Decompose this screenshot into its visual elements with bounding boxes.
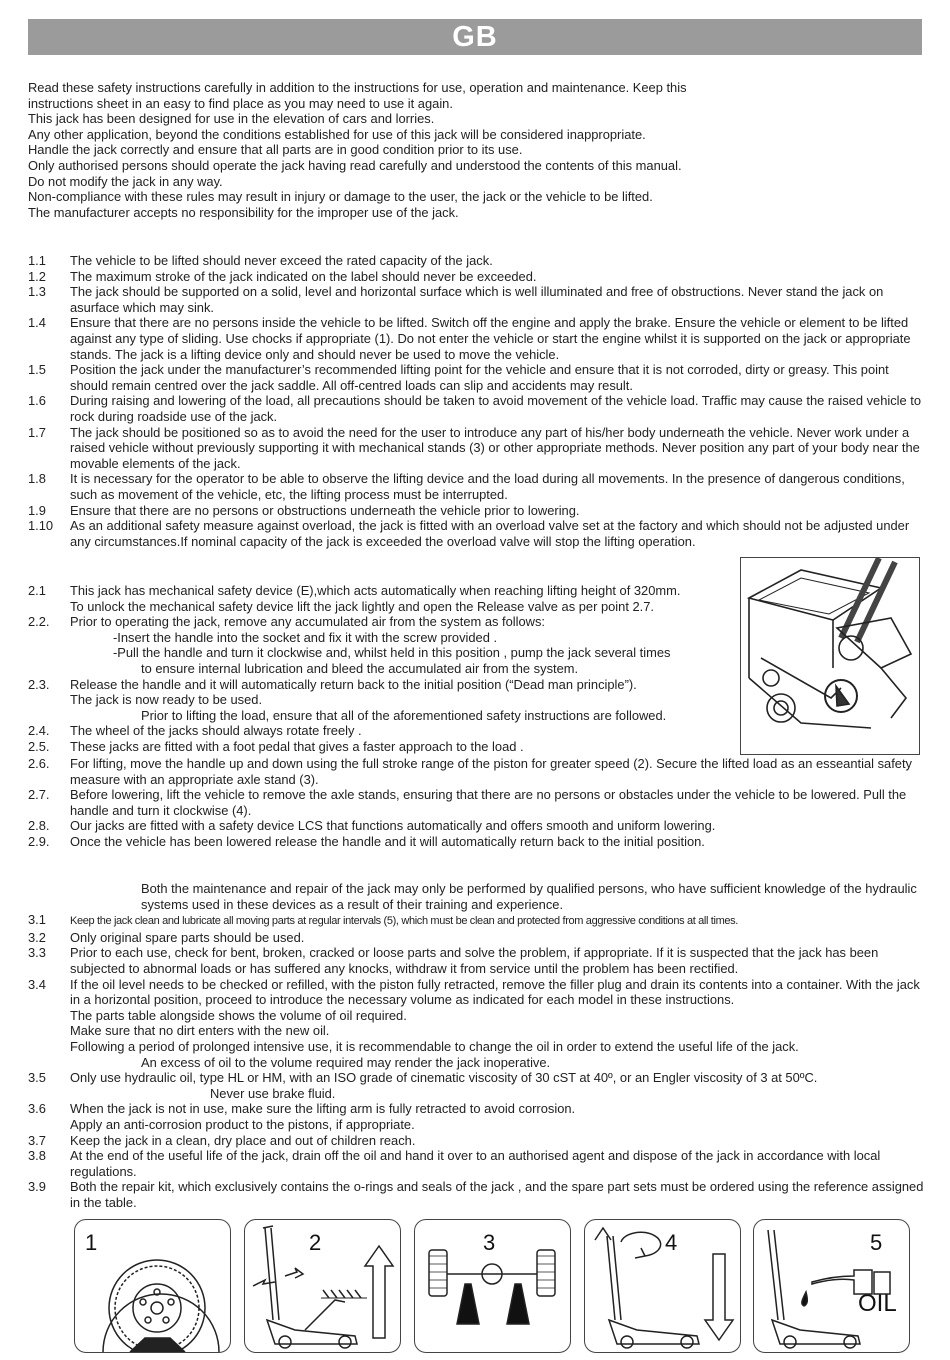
item-number: 1.6 xyxy=(28,393,46,409)
item-number: 2.8. xyxy=(28,818,50,834)
section-maintenance xyxy=(28,881,928,1210)
item-number: 2.5. xyxy=(28,738,50,754)
item-text: Release the handle and it will automatically return back to the initial position (“Dead man principle”). xyxy=(70,676,637,692)
sub-step: to ensure internal lubrication and bleed the accumulated air from the system. xyxy=(141,660,579,676)
item-text: Ensure that there are no persons inside the vehicle to be lifted. Switch off the engine and apply the brake. Ensure the vehicle or element to be lifted against any type of sliding. Use chocks if appropriate (1). Do not enter the vehicle or start the engine whilst it is supported on the jack or appropriate stands. The jack is a lifting device only and should never be used to move the vehicle. xyxy=(70,315,911,362)
section-safety-rules xyxy=(28,253,928,549)
item-number: 3.5 xyxy=(28,1070,46,1086)
item-number: 3.2 xyxy=(28,929,46,945)
list-item xyxy=(28,723,738,739)
list-item xyxy=(28,834,928,850)
item-text: Position the jack under the manufacturer’s recommended lifting point for the vehicle and ensure that it is not corroded, dirty or greasy. This point should remain centred over the jack saddle. All off-centred loads can slip and accidents may result. xyxy=(70,362,889,393)
item-number: 3.3 xyxy=(28,945,46,961)
sub-step: -Insert the handle into the socket and fix it with the screw provided . xyxy=(113,629,498,645)
section-intro: Both the maintenance and repair of the jack may only be performed by qualified persons, who have sufficient knowledge of the hydraulic systems used in these devices as a result of their training and experience. xyxy=(141,881,917,912)
item-text: At the end of the useful life of the jack, drain off the oil and hand it over to an authorised agent and dispose of the jack in accordance with local regulations. xyxy=(70,1148,881,1179)
item-number: 3.6 xyxy=(28,1101,46,1117)
list-item xyxy=(28,677,738,693)
item-text: As an additional safety measure against overload, the jack is fitted with an overload valve set at the factory and which should not be adjusted under any circumstances.If nominal capacity of the jack is exceeded the overload valve will stop the lifting operation. xyxy=(70,518,910,549)
list-item xyxy=(28,1070,928,1086)
item-number: 2.1 xyxy=(28,583,46,598)
figure-number: 5 xyxy=(870,1230,883,1255)
item-number: 2.9. xyxy=(28,833,50,849)
item-text: The parts table alongside shows the volume of oil required. xyxy=(70,1007,407,1023)
intro-line: The manufacturer accepts no responsibility for the improper use of the jack. xyxy=(28,204,459,220)
figure-number: 4 xyxy=(665,1230,678,1255)
item-number: 2.4. xyxy=(28,723,50,739)
item-text: It is necessary for the operator to be able to observe the lifting device and the load during all movements. In the presence of dangerous conditions, such as movement of the vehicle, etc, the lifting process must be interrupted. xyxy=(70,471,905,502)
item-text: Apply an anti-corrosion product to the pistons, if appropriate. xyxy=(70,1116,415,1132)
item-text: Our jacks are fitted with a safety device LCS that functions automatically and offers smooth and uniform lowering. xyxy=(70,818,716,834)
section-operation xyxy=(28,583,738,755)
item-text: If the oil level needs to be checked or refilled, with the piston fully retracted, remove the filler plug and drain its contents into a container. With the jack in a horizontal position, proceed to introduce the necessary volume as indicated for each model in these instructions. xyxy=(70,976,920,1008)
item-text: Both the repair kit, which exclusively contains the o-rings and seals of the jack , and the spare part sets must be ordered using the reference assigned in the table. xyxy=(70,1179,924,1210)
figure-1-wheel-chock xyxy=(74,1219,231,1353)
list-item xyxy=(28,787,928,818)
figure-5-oil-lubrication xyxy=(753,1219,910,1353)
item-text: Once the vehicle has been lowered release the handle and it will automatically return back to the initial position. xyxy=(70,833,705,849)
intro-paragraph xyxy=(28,80,928,220)
intro-line: Any other application, beyond the conditions established for use of this jack will be considered inappropriate. xyxy=(28,126,646,142)
item-text: The jack should be supported on a solid, level and horizontal surface which is well illuminated and free of obstructions. Never stand the jack on asurface which may sink. xyxy=(70,284,884,315)
list-item xyxy=(28,912,928,930)
item-number: 2.7. xyxy=(28,787,50,803)
item-number: 1.4 xyxy=(28,315,46,331)
item-text: During raising and lowering of the load, all precautions should be taken to avoid movement of the vehicle load. Traffic may cause the raised vehicle to rock during roadside use of the jack. xyxy=(70,393,922,424)
item-number: 1.2 xyxy=(28,268,46,284)
item-text: Only original spare parts should be used. xyxy=(70,929,305,945)
list-item xyxy=(28,739,738,755)
item-text: Ensure that there are no persons or obstructions underneath the vehicle prior to lowering. xyxy=(70,502,580,518)
item-number: 2.3. xyxy=(28,676,50,692)
item-text: The vehicle to be lifted should never exceed the rated capacity of the jack. xyxy=(70,253,493,268)
list-item xyxy=(28,471,928,502)
item-text: This jack has mechanical safety device (E),which acts automatically when reaching lifting height of 320mm. xyxy=(70,583,681,598)
figure-number: 2 xyxy=(309,1230,322,1255)
sub-step: -Pull the handle and turn it clockwise and, whilst held in this position , pump the jack several times xyxy=(113,645,671,661)
item-text: The maximum stroke of the jack indicated on the label should never be exceeded. xyxy=(70,268,537,284)
figure-3-axle-stands xyxy=(414,1219,571,1353)
list-item xyxy=(28,393,928,424)
figure-number: 1 xyxy=(85,1230,98,1255)
list-item xyxy=(28,284,928,315)
item-text: Never use brake fluid. xyxy=(210,1085,336,1101)
list-item xyxy=(28,1101,928,1117)
list-item xyxy=(28,518,928,549)
item-number: 1.1 xyxy=(28,253,46,268)
figure-number: 3 xyxy=(483,1230,496,1255)
item-text: When the jack is not in use, make sure the lifting arm is fully retracted to avoid corrosion. xyxy=(70,1101,576,1117)
oil-label: OIL xyxy=(858,1290,897,1317)
intro-line: Read these safety instructions carefully in addition to the instructions for use, operation and maintenance. Keep this xyxy=(28,80,687,95)
list-item xyxy=(28,1179,928,1210)
item-text: Keep the jack in a clean, dry place and out of children reach. xyxy=(70,1132,416,1148)
list-item xyxy=(28,614,738,630)
item-text: An excess of oil to the volume required may render the jack inoperative. xyxy=(141,1054,551,1070)
list-item xyxy=(28,1148,928,1179)
item-number: 3.8 xyxy=(28,1148,46,1164)
item-number: 3.7 xyxy=(28,1132,46,1148)
list-item xyxy=(28,253,928,269)
jack-safety-device-illustration xyxy=(740,557,920,755)
item-text: To unlock the mechanical safety device lift the jack lightly and open the Release valve as per point 2.7. xyxy=(70,598,654,614)
figure-4-lowering xyxy=(584,1219,741,1353)
list-item xyxy=(28,362,928,393)
list-item xyxy=(28,756,928,787)
item-text: Prior to lifting the load, ensure that all of the aforementioned safety instructions are followed. xyxy=(141,707,667,723)
intro-line: instructions sheet in an easy to find place as you may need to use it again. xyxy=(28,95,453,111)
item-number: 1.8 xyxy=(28,471,46,487)
item-number: 1.9 xyxy=(28,502,46,518)
item-text: Prior to operating the jack, remove any accumulated air from the system as follows: xyxy=(70,614,546,630)
list-item xyxy=(28,977,928,1008)
list-item xyxy=(28,1133,928,1149)
item-text: These jacks are fitted with a foot pedal that gives a faster approach to the load . xyxy=(70,738,524,754)
list-item xyxy=(28,425,928,472)
section-operation-continued xyxy=(28,756,928,850)
list-item xyxy=(28,583,738,599)
list-item xyxy=(28,945,928,976)
item-number: 3.1 xyxy=(28,912,46,928)
item-text: The wheel of the jacks should always rotate freely . xyxy=(70,723,362,739)
item-number: 1.3 xyxy=(28,284,46,300)
item-number: 3.9 xyxy=(28,1179,46,1195)
language-banner xyxy=(28,19,922,55)
item-number: 2.2. xyxy=(28,614,50,630)
intro-line: Do not modify the jack in any way. xyxy=(28,173,223,189)
item-text: For lifting, move the handle up and down using the full stroke range of the piston for greater speed (2). Secure the lifted load as an esseantial safety measure with an appropriate axle stand (3). xyxy=(70,756,912,787)
item-text: Only use hydraulic oil, type HL or HM, with an ISO grade of cinematic viscosity of 30 cST at 40º, or an Engler viscosity of 3 at 50ºC. xyxy=(70,1070,818,1086)
item-text: Prior to each use, check for bent, broken, cracked or loose parts and solve the problem, if appropriate. If it is suspected that the jack has been subjected to abnormal loads or has suffered any knocks, withdraw it from service until the problem has been rectified. xyxy=(70,945,879,976)
item-number: 1.5 xyxy=(28,362,46,378)
language-code: GB xyxy=(452,21,498,53)
figure-2-lifting xyxy=(244,1219,401,1353)
item-text: Following a period of prolonged intensive use, it is recommendable to change the oil in order to extend the useful life of the jack. xyxy=(70,1038,799,1054)
list-item xyxy=(28,503,928,519)
list-item xyxy=(28,269,928,285)
intro-line: Only authorised persons should operate the jack having read carefully and understood the contents of this manual. xyxy=(28,157,682,173)
intro-line: Non-compliance with these rules may result in injury or damage to the user, the jack or the vehicle to be lifted. xyxy=(28,189,653,205)
item-number: 3.4 xyxy=(28,976,46,992)
list-item xyxy=(28,818,928,834)
item-text: Before lowering, lift the vehicle to remove the axle stands, ensuring that there are no persons or obstacles under the vehicle to be lowered. Pull the handle and turn it clockwise (4). xyxy=(70,787,907,818)
item-text: Keep the jack clean and lubricate all moving parts at regular intervals (5), which must be clean and protected from aggressive conditions at all times. xyxy=(70,915,739,928)
intro-line: This jack has been designed for use in the elevation of cars and lorries. xyxy=(28,111,435,127)
item-number: 1.7 xyxy=(28,424,46,440)
item-text: The jack should be positioned so as to avoid the need for the user to introduce any part of his/her body underneath the vehicle. Never work under a raised vehicle without previously supporting it with mechanical stands (3) or other appropriate methods. Never position any part of your body near the movable elements of the jack. xyxy=(70,424,920,471)
item-text: The jack is now ready to be used. xyxy=(70,692,263,708)
list-item xyxy=(28,315,928,362)
list-item xyxy=(28,930,928,946)
item-number: 1.10 xyxy=(28,518,54,534)
item-number: 2.6. xyxy=(28,756,50,771)
item-text: Make sure that no dirt enters with the new oil. xyxy=(70,1023,330,1039)
intro-line: Handle the jack correctly and ensure that all parts are in good condition prior to its use. xyxy=(28,142,523,158)
